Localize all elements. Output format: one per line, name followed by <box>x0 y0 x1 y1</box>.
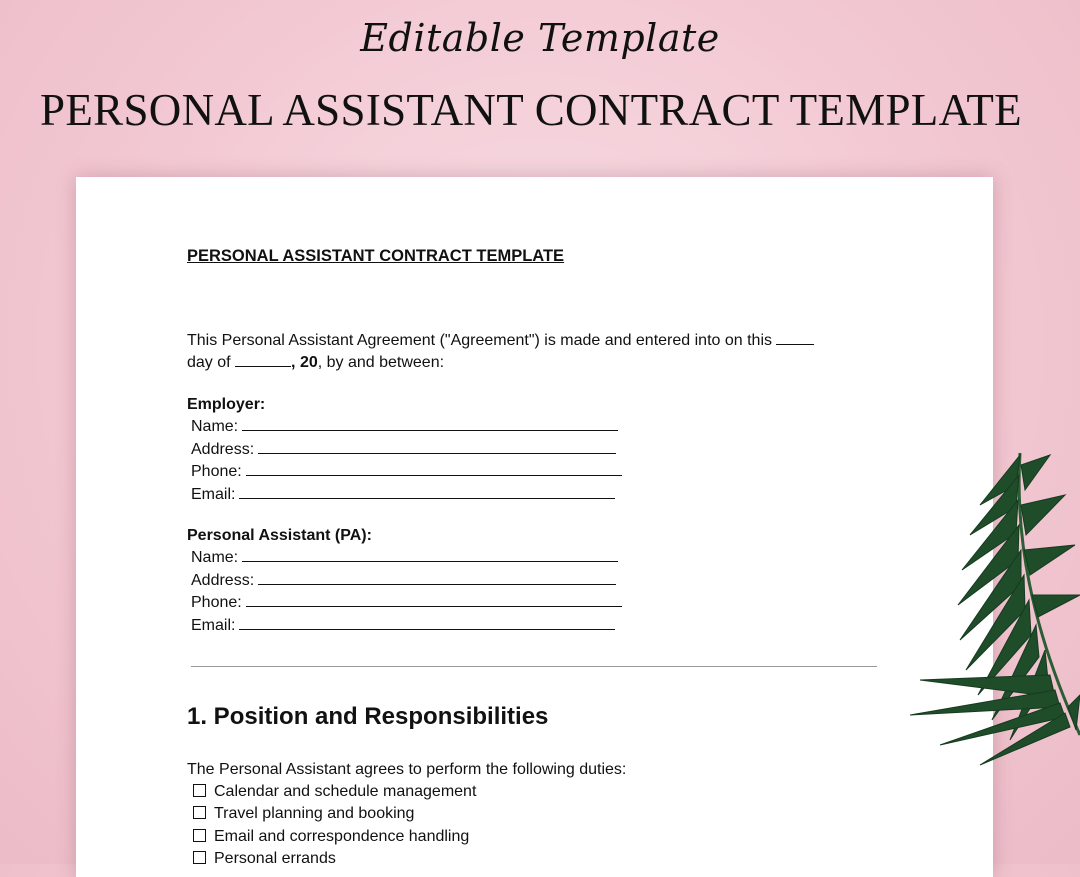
section-title: 1. Position and Responsibilities <box>187 703 549 730</box>
assistant-name-line[interactable] <box>242 547 618 562</box>
list-item <box>193 848 476 870</box>
duty-label: Email and correspondence handling <box>214 827 470 845</box>
day-blank[interactable] <box>776 330 814 345</box>
field-label: Address: <box>191 571 255 589</box>
assistant-email-field[interactable] <box>187 615 622 638</box>
assistant-label: Personal Assistant (PA): <box>187 527 372 544</box>
employer-label: Employer: <box>187 396 266 413</box>
employer-name-field[interactable] <box>187 416 622 439</box>
field-label: Email: <box>191 616 236 634</box>
script-title: Editable Template <box>360 16 720 60</box>
list-item <box>193 803 476 825</box>
field-label: Phone: <box>191 463 242 480</box>
employer-email-line[interactable] <box>239 484 615 499</box>
list-item <box>193 781 476 803</box>
field-label: Phone: <box>191 594 242 611</box>
duty-label: Personal errands <box>214 849 336 867</box>
intro-paragraph <box>187 330 814 374</box>
field-label: Name: <box>191 549 239 566</box>
field-label: Address: <box>191 440 255 458</box>
employer-address-field[interactable] <box>187 439 622 462</box>
assistant-email-line[interactable] <box>239 615 615 630</box>
document-page <box>76 177 993 877</box>
assistant-address-line[interactable] <box>258 570 616 585</box>
checkbox-icon[interactable] <box>193 851 206 864</box>
employer-phone-line[interactable] <box>246 461 622 476</box>
duties-intro: The Personal Assistant agrees to perform the following duties: <box>187 761 627 778</box>
list-item <box>193 826 476 848</box>
document-heading: PERSONAL ASSISTANT CONTRACT TEMPLATE <box>187 247 565 265</box>
employer-address-line[interactable] <box>258 439 616 454</box>
year-prefix: , 20 <box>291 354 318 371</box>
section-divider <box>191 666 877 667</box>
employer-phone-field[interactable] <box>187 461 622 484</box>
assistant-phone-field[interactable] <box>187 592 622 615</box>
field-label: Email: <box>191 485 236 503</box>
employer-block <box>187 394 622 506</box>
checkbox-icon[interactable] <box>193 784 206 797</box>
employer-email-field[interactable] <box>187 484 622 507</box>
assistant-address-field[interactable] <box>187 570 622 593</box>
palm-leaf-icon <box>900 445 1080 775</box>
checkbox-icon[interactable] <box>193 806 206 819</box>
checkbox-icon[interactable] <box>193 829 206 842</box>
month-blank[interactable] <box>235 352 291 367</box>
intro-line-2c: , by and between: <box>317 354 445 371</box>
assistant-block <box>187 525 622 637</box>
duty-label: Calendar and schedule management <box>214 783 477 800</box>
intro-line-2a: day of <box>187 354 231 371</box>
main-title: PERSONAL ASSISTANT CONTRACT TEMPLATE <box>40 85 1022 135</box>
duty-label: Travel planning and booking <box>214 805 415 823</box>
assistant-name-field[interactable] <box>187 547 622 570</box>
duties-list <box>193 781 476 870</box>
assistant-phone-line[interactable] <box>246 592 622 607</box>
employer-name-line[interactable] <box>242 416 618 431</box>
field-label: Name: <box>191 418 239 435</box>
intro-line-1: This Personal Assistant Agreement ("Agreement") is made and entered into on this <box>187 332 772 349</box>
